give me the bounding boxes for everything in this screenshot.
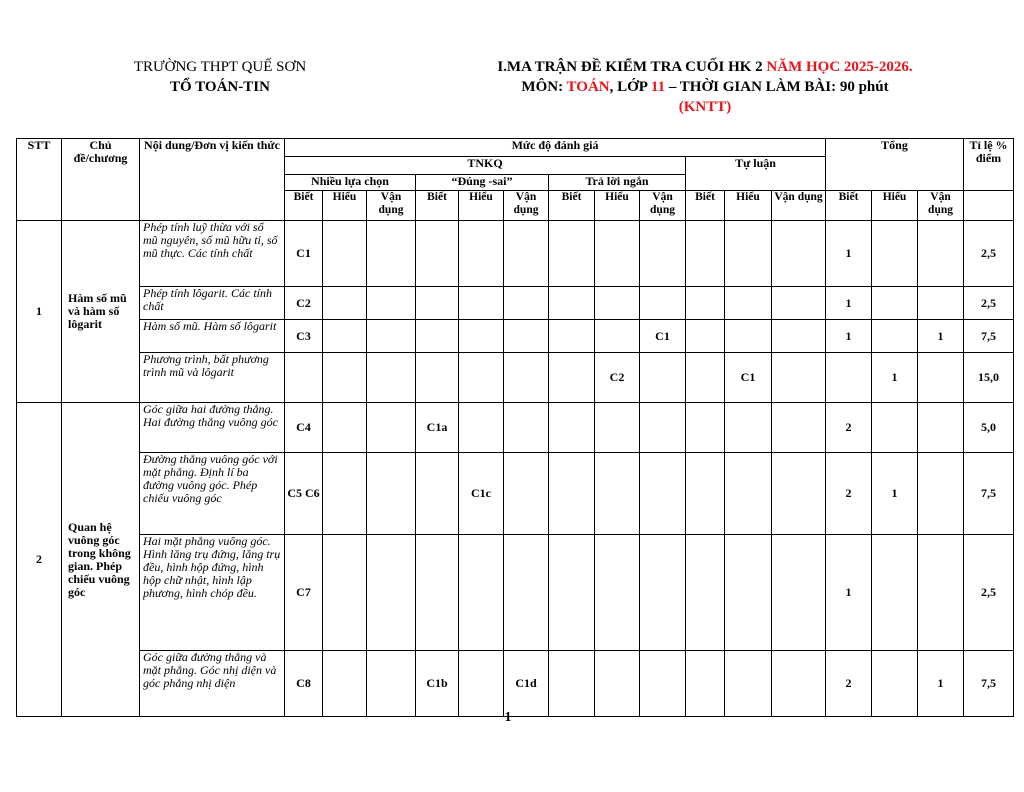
noi-dung-cell: Phép tính lôgarit. Các tính chất [140,287,285,320]
ti-le-cell: 5,0 [964,403,1014,453]
school-name: TRƯỜNG THPT QUẾ SƠN [133,59,307,75]
matrix-cell [725,320,772,353]
matrix-cell [549,453,595,535]
matrix-cell [416,453,459,535]
level-header: Hiểu [323,191,367,221]
matrix-cell [459,403,504,453]
matrix-cell [725,221,772,287]
header-ti-le: Tỉ lệ % điểm [964,139,1014,191]
matrix-cell: C1a [416,403,459,453]
matrix-cell [918,287,964,320]
matrix-cell [772,320,826,353]
matrix-cell: 2 [826,453,872,535]
matrix-cell [323,287,367,320]
matrix-cell: C1 [640,320,686,353]
level-header: Biết [549,191,595,221]
matrix-cell [772,221,826,287]
matrix-cell [459,535,504,651]
matrix-cell [367,320,416,353]
level-header: Hiểu [459,191,504,221]
matrix-cell [872,403,918,453]
ti-le-cell: 15,0 [964,353,1014,403]
table-row [17,287,1014,320]
chu-de-cell: Hàm số mũ và hàm số lôgarit [62,221,140,403]
header-dung-sai: “Đúng -sai” [416,175,549,191]
matrix-cell [772,353,826,403]
matrix-cell [595,453,640,535]
ti-le-cell: 2,5 [964,221,1014,287]
noi-dung-cell: Hàm số mũ. Hàm số lôgarit [140,320,285,353]
ti-le-cell: 2,5 [964,287,1014,320]
level-header: Biết [686,191,725,221]
matrix-cell [549,403,595,453]
matrix-cell [416,535,459,651]
matrix-cell [872,320,918,353]
table-row [17,535,1014,651]
matrix-cell: C1d [504,651,549,717]
title-text: I.MA TRẬN ĐỀ KIỂM TRA CUỐI HK 2 [497,59,767,75]
ti-le-cell: 7,5 [964,320,1014,353]
matrix-cell [640,353,686,403]
matrix-cell: C1c [459,453,504,535]
matrix-cell [459,221,504,287]
matrix-cell [459,651,504,717]
matrix-cell [416,320,459,353]
level-header: Hiểu [725,191,772,221]
matrix-cell: 1 [826,221,872,287]
header-muc-do: Mức độ đánh giá [285,139,826,157]
matrix-cell [285,353,323,403]
matrix-cell [459,287,504,320]
matrix-cell: C1b [416,651,459,717]
header-stt: STT [17,139,62,221]
noi-dung-cell: Đường thẳng vuông góc với mặt phẳng. Định lí ba đường vuông góc. Phép chiếu vuông góc [140,453,285,535]
matrix-cell [504,453,549,535]
level-header: Biết [826,191,872,221]
matrix-cell [686,535,725,651]
edition-label: (KNTT) [678,99,732,115]
ti-le-cell: 7,5 [964,453,1014,535]
noi-dung-cell: Góc giữa hai đường thẳng. Hai đường thẳng vuông góc [140,403,285,453]
page-number: 1 [504,710,512,725]
table-row [17,221,1014,287]
matrix-cell [826,353,872,403]
matrix-cell: 1 [826,320,872,353]
matrix-cell [686,320,725,353]
matrix-cell: 1 [872,453,918,535]
matrix-cell [772,651,826,717]
matrix-cell [686,403,725,453]
matrix-cell [504,320,549,353]
matrix-cell [686,453,725,535]
matrix-cell [504,535,549,651]
matrix-cell: C4 [285,403,323,453]
matrix-cell [686,651,725,717]
matrix-cell: 1 [872,353,918,403]
table-row [17,353,1014,403]
matrix-cell [367,353,416,403]
matrix-cell [640,651,686,717]
matrix-cell [686,221,725,287]
matrix-cell [323,453,367,535]
matrix-cell [595,535,640,651]
header-tu-luan: Tự luận [686,157,826,191]
matrix-cell [367,651,416,717]
noi-dung-cell: Phép tính luỹ thừa với số mũ nguyên, số mũ hữu tỉ, số mũ thực. Các tính chất [140,221,285,287]
matrix-cell [686,353,725,403]
matrix-cell [459,320,504,353]
matrix-cell [918,403,964,453]
matrix-cell: C8 [285,651,323,717]
assessment-matrix-table [16,138,1014,717]
matrix-cell [772,535,826,651]
subject-prefix: MÔN: [521,79,567,95]
header-tnkq: TNKQ [285,157,686,175]
school-header [100,57,340,97]
matrix-cell [549,221,595,287]
header-noi-dung: Nội dung/Đơn vị kiến thức [140,139,285,221]
matrix-cell [640,535,686,651]
matrix-cell: 1 [826,535,872,651]
matrix-cell [640,403,686,453]
level-header: Vận dụng [640,191,686,221]
matrix-cell [504,353,549,403]
subject-mid: , LỚP [609,79,651,95]
matrix-cell [549,287,595,320]
ti-le-cell: 7,5 [964,651,1014,717]
matrix-cell [323,535,367,651]
matrix-cell [549,320,595,353]
matrix-cell [549,353,595,403]
matrix-cell [323,320,367,353]
matrix-cell [595,287,640,320]
header-tong: Tổng [826,139,964,191]
level-header: Biết [285,191,323,221]
matrix-cell [323,403,367,453]
matrix-cell [367,287,416,320]
matrix-cell [504,403,549,453]
matrix-cell [772,287,826,320]
table-row [17,453,1014,535]
matrix-cell [918,353,964,403]
matrix-cell [640,287,686,320]
matrix-cell [725,651,772,717]
matrix-cell [725,535,772,651]
table-row [17,651,1014,717]
matrix-cell [918,453,964,535]
matrix-cell [595,221,640,287]
matrix-cell [640,221,686,287]
matrix-cell: C2 [285,287,323,320]
matrix-cell [686,287,725,320]
matrix-cell [595,320,640,353]
level-header: Hiểu [872,191,918,221]
matrix-cell [595,651,640,717]
matrix-cell [595,403,640,453]
matrix-cell [459,353,504,403]
document-title-block [420,57,990,117]
matrix-cell: 2 [826,651,872,717]
level-header: Vận dụng [918,191,964,221]
matrix-cell [918,221,964,287]
matrix-cell [872,651,918,717]
matrix-cell [772,453,826,535]
matrix-cell [725,453,772,535]
matrix-cell [367,403,416,453]
matrix-cell [367,535,416,651]
subject-line [420,77,990,97]
matrix-cell: C1 [725,353,772,403]
level-header: Vận dụng [367,191,416,221]
ti-le-cell: 2,5 [964,535,1014,651]
grade: 11 [650,79,666,95]
matrix-cell [323,651,367,717]
matrix-cell [504,287,549,320]
matrix-cell: 1 [826,287,872,320]
matrix-cell [549,535,595,651]
level-header: Vận dụng [504,191,549,221]
noi-dung-cell: Phương trình, bất phương trình mũ và lôgarit [140,353,285,403]
matrix-cell [323,353,367,403]
table-row [17,403,1014,453]
matrix-cell: C1 [285,221,323,287]
matrix-cell: C2 [595,353,640,403]
matrix-cell [504,221,549,287]
matrix-cell [872,287,918,320]
stt-cell: 2 [17,403,62,717]
header-tra-loi-ngan: Trả lời ngắn [549,175,686,191]
matrix-cell [323,221,367,287]
exam-duration: – THỜI GIAN LÀM BÀI: 90 phút [665,79,889,95]
stt-cell: 1 [17,221,62,403]
matrix-cell [416,287,459,320]
matrix-cell: C5 C6 [285,453,323,535]
matrix-cell [772,403,826,453]
matrix-cell: C7 [285,535,323,651]
noi-dung-cell: Hai mặt phẳng vuông góc. Hình lăng trụ đứng, lăng trụ đều, hình hộp đứng, hình hộp chữ nhật, hình lập phương, hình chóp đều. [140,535,285,651]
group-name: TỔ TOÁN-TIN [170,79,270,95]
document-title [420,57,990,77]
level-header: Hiểu [595,191,640,221]
matrix-cell: 2 [826,403,872,453]
matrix-cell [872,221,918,287]
table-row [17,320,1014,353]
level-header-blank [964,191,1014,221]
matrix-cell: 1 [918,651,964,717]
matrix-cell [367,453,416,535]
matrix-cell: C3 [285,320,323,353]
subject-name: TOÁN [566,79,610,95]
matrix-cell [416,353,459,403]
matrix-cell [725,403,772,453]
noi-dung-cell: Góc giữa đường thẳng và mặt phẳng. Góc nhị diện và góc phẳng nhị diện [140,651,285,717]
level-header: Biết [416,191,459,221]
header-chu-de: Chủ đề/chương [62,139,140,221]
matrix-cell [918,535,964,651]
chu-de-cell: Quan hệ vuông góc trong không gian. Phép chiếu vuông góc [62,403,140,717]
level-header: Vận dụng [772,191,826,221]
matrix-cell [549,651,595,717]
school-year: NĂM HỌC 2025-2026. [766,59,913,75]
matrix-cell [416,221,459,287]
matrix-cell [640,453,686,535]
matrix-cell [367,221,416,287]
header-nhieu-lua-chon: Nhiều lựa chọn [285,175,416,191]
matrix-cell [872,535,918,651]
matrix-cell: 1 [918,320,964,353]
matrix-cell [725,287,772,320]
